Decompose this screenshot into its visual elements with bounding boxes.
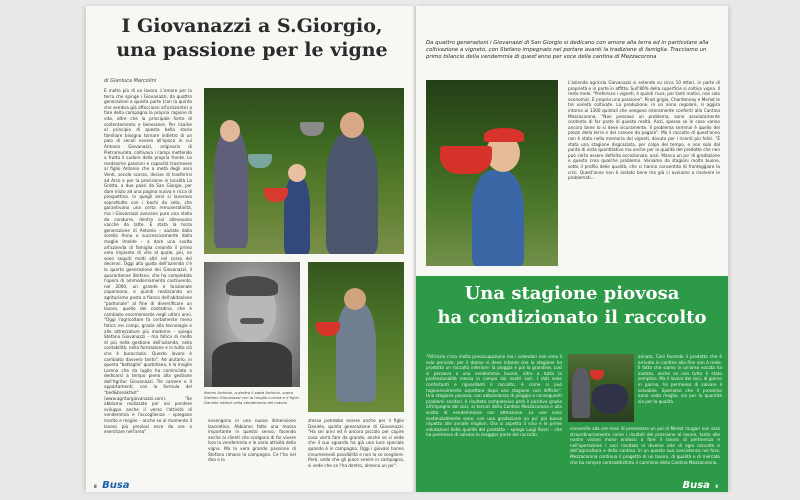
left-page [86, 6, 416, 492]
sidebar-column-3: annata. Così facendo il prodotto che è arrivato in cantina alla fine non è male. Il fatto che siamo in un'area vocata ha aiutato, anche se non tutto è stato semplice. Ma il lavoro dei soci, di giorno in giorno, ha permesso di salvare il salvabile. Speriamo che il prossimo anno vada meglio, sia per la quantità sia per la qualità. [638, 354, 722, 404]
photo-person-man [326, 132, 378, 254]
photo-person-child-head [288, 164, 306, 182]
rain-photo-bucket [590, 370, 604, 380]
sidebar-headline-line-2: ha condizionato il raccolto [437, 307, 707, 328]
sidebar-headline-line-1: Una stagione piovosa [464, 283, 680, 304]
rain-photo-grapes [592, 384, 628, 414]
harvest-photo [308, 262, 404, 412]
vineyard-family-photo [204, 88, 404, 254]
photo-person-woman-head [220, 120, 240, 142]
article-column-1: È molto più di un lavoro. L'amore per la terra che spinge i Giovanazzi, da quattro generazioni a questa parte (con la quinta che sembra già affacciarsi all'orizzonte) a fare della campagna la propria ragione di vita, oltre che la principale fonte di sostentamento e benessere. Per risalire al principio di questa bella storia familiare bisogna tornare indietro di un paio di secoli ovvero all'epoca in cui Antonio Giovanazzi, originario di Pietramurata, coltivava i campi mettendo a frutto il sudore della propria fronte. Le medesime passioni e capacità trasmesse al figlio Antonio che a metà degli anni Venti, secolo scorso, decise di trasferirsi ad Arco e per la precisione in località La Grotta, a due passi da San Giorgio, per dare inizio ad una pagina nuova e ricca di prospettiva. In quegli anni si lavorava soprattutto con i bachi da seta, che garantivano una certa remuneratività, ma i Giovanazzi avevano pure una stalla da condurre, dentro cui allevavano vacche da latte. È stata la terza generazione di Antonio – aiutato dalla sorella Anna e successivamente dalla moglie Imelde – a dare una svolta all'azienda di famiglia creando il primo vero impianto di vite al quale, poi, ne sono seguiti molti altri nel corso dei decenni. Oggi alla guida dell'azienda c'è la quarta generazione dei Giovanazzi, il quarantenne Stefano, che ha completato l'opera di ammodernamento costruendo, nel 2000, un grande e funzionale capannone, e quindi realizzando un agriturismo posto a fianco dell'abitazione "padronale" al fine di diversificare un lavoro, quello del contadino, che è cambiato enormemente negli ultimi anni. "Oggi l'agricoltore fa certamente meno fatica nei campi, grazie alla tecnologia e alle attrezzature più moderne – spiega Stefano Giovanazzi – ma fatica di molto di più nella gestione dell'azienda, nella contabilità, nella formazione e in tutto ciò che è burocrazia. Questo lavoro è cambiato davvero tanto". Ad aiutarlo, in questa "battaglia" quotidiana, è la moglie Lorena che da luglio ha cominciato a dedicarsi a tempo pieno alla gestione dell'Agritur Giovanazzi. Tre camere e 4 appartamenti, con la formula del "bed&breakfast" (www.agriturgiovanazzi.com). "Se abbiamo realizzato per noi pendere sviluppo anche il verso l'attività di vendemmia e l'accoglienza – spiegano marito e moglie – anche se al momento il lavoro più preziosi esce da ore a esercitare nell'area". [104, 88, 192, 435]
sidebar-column-1: "All'inizio c'era molta preoccupazione ma i calendari non sono il solo pericolo; per il danno si deve intanto che la stagione ha prodotto un raccolto inferiore: la pioggia e poi la grandine, così si pensava a una vendemmia buona, oltre a tutta la professionalità messa in campo dai nostri soci. I dati sono confortanti e riguardanti il raccolto, è come si può ragionevolmente aspettare dopo una stagione così difficile". Una stagione piovosa, con abbondanza di pioggia e conseguenti problemi sanitari. Il risultato complessivo però è positivo grazie all'impegno dei soci, ai tecnici della Cantina Mezzacorona e alla scelta di vendemmiare con attenzione. Le uve sono sostanzialmente sane, con una gradazione un po' più bassa rispetto alle annate migliori. Ora si aspetta il vino e le prime valutazioni della qualità del prodotto – spiega Luigi Rossi – che ha permesso di salvare la maggior parte del raccolto. [426, 354, 562, 438]
headline-line-1: I Giovanazzi a S.Giorgio, [121, 15, 383, 37]
article-headline [96, 14, 408, 62]
sidebar-column-2: convenite alla ore mesi di presentare un poi di Merlot mugari non sarà straordinariamente come i risultati del pressione al lavoro, tanto alle nostre visioni mono andassi a fare il lavoro di pertinenza e nell'operazione i soci risultato in diverse alte di ogni raccolto e dell'agricoltura e della cantina. In un questo sua consistenza nel fare, Mezzacorona continua il progetto di un lavoro, di qualità e di mercato che ha sempre contraddistinto il cammino della Cantina Mezzacorona. [570, 426, 720, 465]
portrait-mustache [240, 318, 264, 324]
rainy-harvest-photo [568, 354, 634, 422]
photo-basin [248, 154, 272, 168]
boy-body [472, 170, 524, 266]
right-page [416, 6, 728, 492]
article-intro: Da quattro generazioni i Giovanazzi di San Giorgio si dedicano con amore alla terra ed in particolare alla coltivazione a vigneto, con Stefano impegnato nel portare avanti la tradizione di famiglia. Tracciamo un primo bilancio della vendemmia di quest'anno per voce della cantina di Mezzacorona [426, 40, 709, 60]
headline-line-2: una passione per le vigne [116, 39, 388, 61]
article-column-3: stesso potrebbe essere anche per il figlio Daniele, quinta generazione di Giovanazzi. "Ha sei anni ed è ancora piccolo per capire cosa vorrà fare da grande, anche se si vede che il suo sguardo ha già una luce speciale quando è in campagna. Oggi i giovani hanno innumerevoli possibilità e non lo so scegliere. Però, vedo che gli piace venire in campagna, si vede che ce l'ha dentro, almeno un po'". [308, 418, 404, 468]
busa-logo-icon: Busa [102, 480, 130, 491]
child-harvest-photo [426, 80, 558, 266]
photo-person-man-head [340, 112, 364, 138]
page-number-left: 8 [94, 484, 97, 489]
portrait-caption: Nonno Antonio, a destra il papà Antonio, sopra Stefano Giovanazzi con la moglie Lorena e il figlio Daniele intenti nella vendemmia del marzio [204, 390, 299, 405]
sidebar-headline [424, 282, 720, 330]
right-article-column: L'azienda agricola Giovanazzi si estende su circa 10 ettari, in parte di proprietà e in parte in affitto. Sull'80% della superficie si coltiva vigna. Il resto mele. "Preferisco i vigneti, è quindi l'uva, per tanti motivi, non solo economici. È proprio una passione". Pinot grigio, Chardonnay e Merlot le tre varietà coltivate. La produzione, in un anno regolare, si aggira intorno ai 1300 quintali che vengono interamente conferiti alla Cantina Mezzacorona. "Non pensavo un problema, sono assolutamente contento di far parte di questa realtà. Anzi, spesso se le cose vanno ancora bene lo si deve sicuramente. Il problema semmai è quello dei prezzi della terra e del canone da pagare". Ma il raccolto di quest'anno non è stato nella memoria dei vigneti, dovuto per i ricordi più felici. "È stata una stagione disgraziata, per colpa del tempo, e non solo dal punto di vista quantitativo ma anche per la qualità del prodotto che non può certo essere definita eccezionale, anzi. Manca un po' di gradazione e questo crea qualche problema. Veniamo da stagioni molto buone, sotto il profilo delle qualità, che ci hanno consentito di fronteggiare la crisi. Quest'anno non è andato bene ma già ci avviamo a risolvere le problemati... [568, 80, 720, 181]
byline: di Gianluca Marcolini [104, 78, 157, 84]
article-column-2: avvengono in una nuova dimensione lavorativa. Abbiamo fatto una mossa importante in questo senso, facendo anche ai clienti che scelgono di far vivere loro la vendemmia e le varie attività della vigna. Ma la vera grande passione di Stefano rimane la campagna. Ce l'ha nel dna e lo [208, 418, 296, 463]
portrait-hair [226, 276, 278, 296]
grandfather-portrait-photo [204, 262, 300, 387]
boy-red-bucket [440, 146, 492, 174]
harvest-person-head [344, 288, 366, 310]
right-footer [678, 480, 718, 491]
photo-person-child [284, 176, 310, 254]
portrait-suit [212, 342, 292, 387]
boy-red-cap [484, 128, 524, 142]
photo-grape-crate [300, 122, 324, 136]
left-footer [94, 480, 130, 491]
photo-person-woman [214, 128, 248, 248]
rain-photo-person [572, 368, 590, 418]
page-number-right: 9 [715, 484, 718, 489]
harvest-person [336, 302, 376, 402]
busa-logo-icon: Busa [682, 480, 710, 491]
